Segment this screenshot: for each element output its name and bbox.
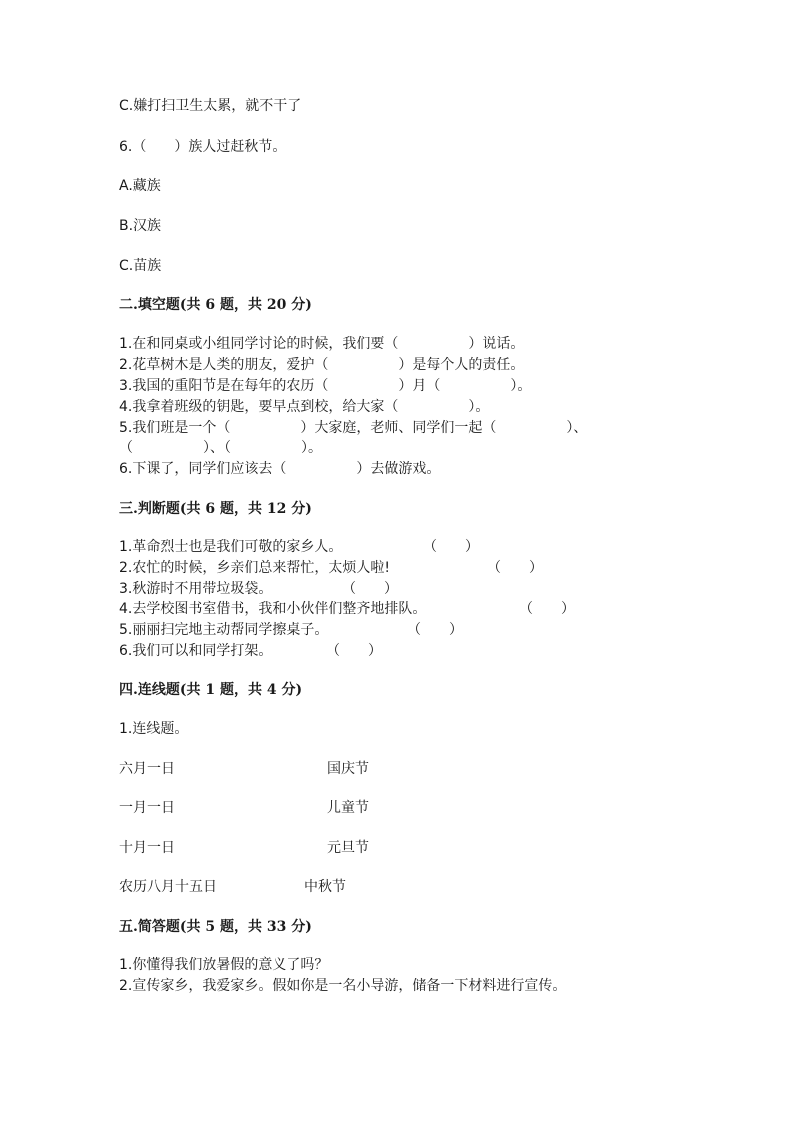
section2-item: 6.下课了，同学们应该去（ ）去做游戏。 — [119, 461, 441, 477]
section3-item: 3.秋游时不用带垃圾袋。 — [119, 581, 273, 597]
section3-item: 6.我们可以和同学打架。 — [119, 643, 273, 659]
section5-item: 1.你懂得我们放暑假的意义了吗？ — [119, 957, 329, 973]
section2-item: 5.我们班是一个（ ）大家庭，老师、同学们一起（ ）、 — [119, 420, 588, 436]
section2-item: 2.花草树木是人类的朋友，爱护（ ）是每个人的责任。 — [119, 357, 525, 373]
section3-item: 1.革命烈士也是我们可敬的家乡人。 — [119, 539, 343, 555]
section3-item: 5.丽丽扫完地主动帮同学擦桌子。 — [119, 622, 329, 638]
match-right-item: 国庆节 — [327, 761, 369, 777]
section4-stem: 1.连线题。 — [119, 721, 189, 737]
section3-answer-blank: （ ） — [342, 581, 398, 597]
section3-answer-blank: （ ） — [423, 539, 479, 555]
section2-item: （ ）、（ ）。 — [119, 440, 322, 456]
section2-title: 二.填空题(共 6 题，共 20 分) — [119, 297, 312, 313]
match-right-item: 元旦节 — [327, 840, 369, 856]
section3-item: 2.农忙的时候，乡亲们总来帮忙，太烦人啦! — [119, 560, 390, 576]
match-left-item: 一月一日 — [119, 800, 175, 816]
match-left-item: 六月一日 — [119, 761, 175, 777]
section2-item: 1.在和同桌或小组同学讨论的时候，我们要（ ）说话。 — [119, 336, 525, 352]
section2-item: 4.我拿着班级的钥匙，要早点到校，给大家（ ）。 — [119, 399, 490, 415]
match-left-item: 农历八月十五日 — [119, 879, 217, 895]
q6-stem: 6.（ ）族人过赶秋节。 — [119, 139, 287, 155]
section3-answer-blank: （ ） — [407, 622, 463, 638]
q6-option-b: B.汉族 — [119, 218, 162, 234]
section5-title: 五.简答题(共 5 题，共 33 分) — [119, 919, 312, 935]
match-right-item: 儿童节 — [327, 800, 369, 816]
section3-answer-blank: （ ） — [487, 560, 543, 576]
q6-option-a: A.藏族 — [119, 178, 161, 194]
q5-option-c: C.嫌打扫卫生太累，就不干了 — [119, 98, 302, 114]
section3-answer-blank: （ ） — [519, 601, 575, 617]
q6-option-c: C.苗族 — [119, 258, 162, 274]
section3-answer-blank: （ ） — [326, 643, 382, 659]
section3-title: 三.判断题(共 6 题，共 12 分) — [119, 501, 312, 517]
section2-item: 3.我国的重阳节是在每年的农历（ ）月（ ）。 — [119, 378, 532, 394]
match-left-item: 十月一日 — [119, 840, 175, 856]
match-right-item: 中秋节 — [304, 879, 346, 895]
section5-item: 2.宣传家乡，我爱家乡。假如你是一名小导游，储备一下材料进行宣传。 — [119, 978, 567, 994]
section3-item: 4.去学校图书室借书，我和小伙伴们整齐地排队。 — [119, 601, 427, 617]
section4-title: 四.连线题(共 1 题，共 4 分) — [119, 682, 303, 698]
